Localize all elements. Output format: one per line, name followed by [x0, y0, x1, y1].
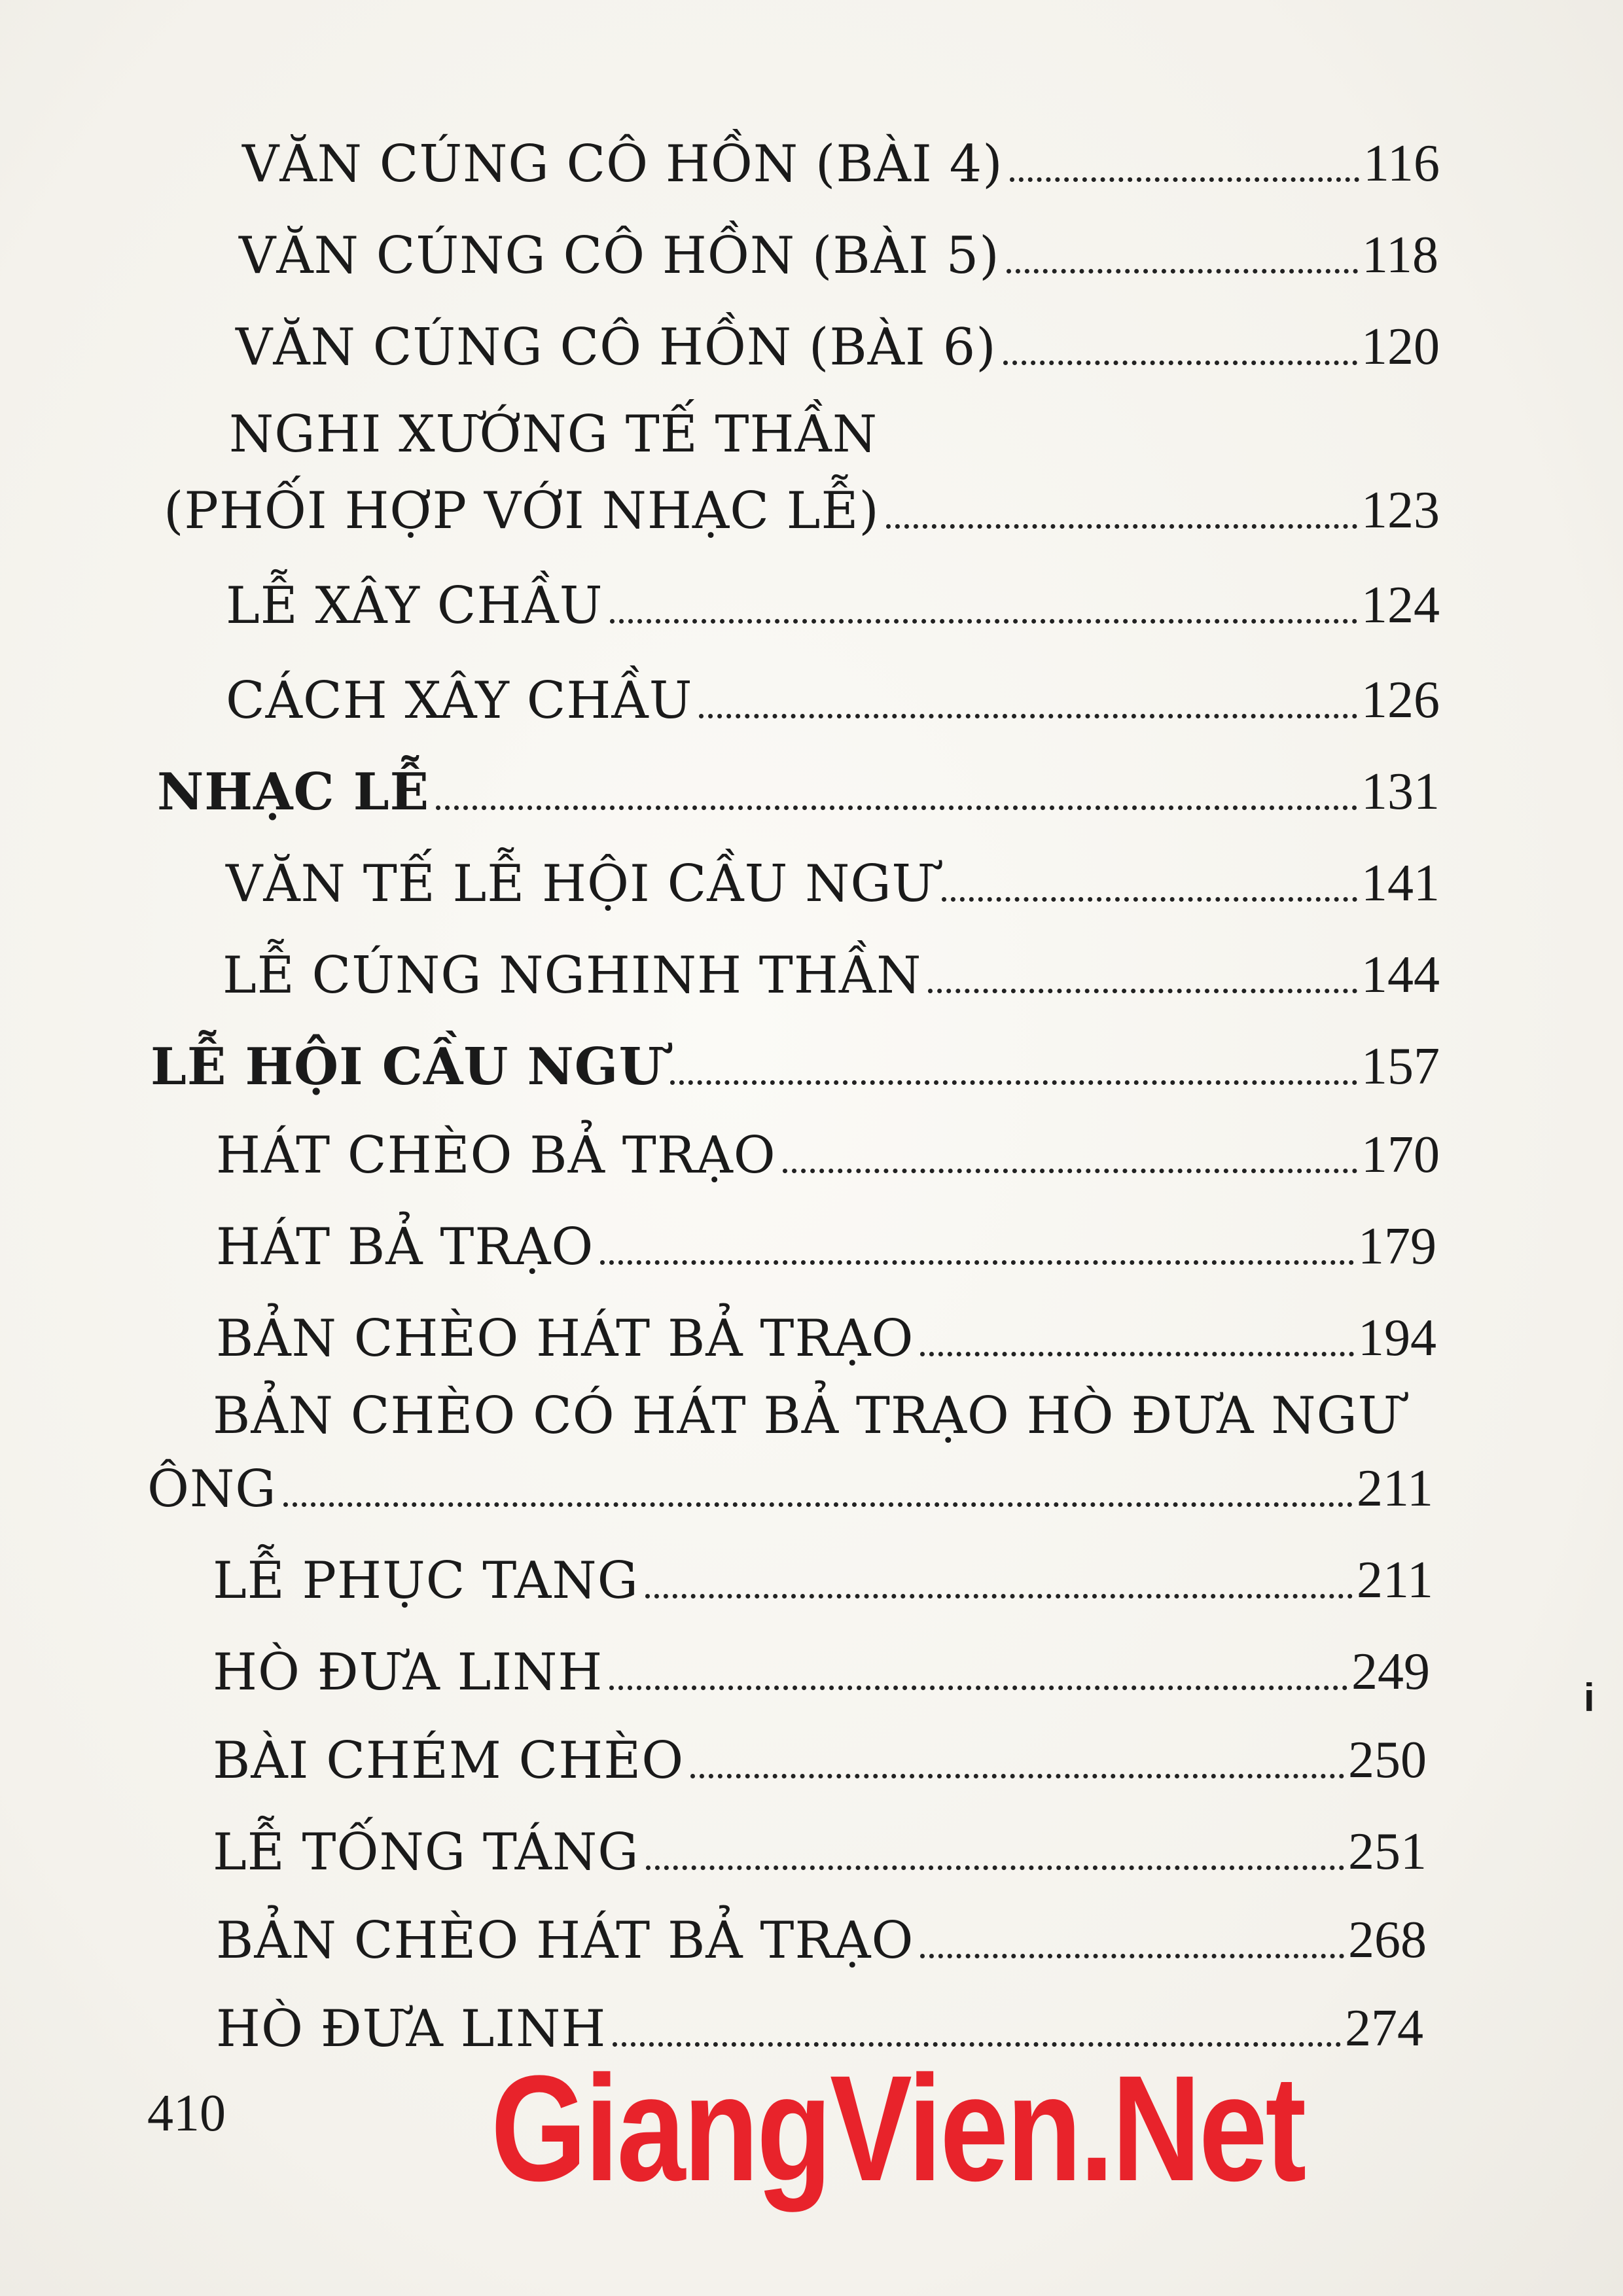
dot-leader [886, 524, 1357, 529]
toc-entry-title: VĂN TẾ LỄ HỘI CẦU NGƯ [226, 855, 936, 913]
dot-leader [928, 989, 1357, 993]
dot-leader [942, 897, 1357, 902]
toc-entry-page: 251 [1348, 1823, 1427, 1881]
dot-leader [920, 1954, 1344, 1958]
toc-entry [147, 1460, 1433, 1519]
toc-entry-page: 126 [1361, 671, 1440, 729]
edge-mark: i [1584, 1676, 1595, 1720]
dot-leader [283, 1502, 1353, 1507]
toc-entry [223, 946, 1440, 1005]
toc-entry-page: 123 [1361, 482, 1440, 539]
toc-entry [157, 762, 1440, 822]
toc-entry-page: 144 [1361, 946, 1440, 1004]
toc-entry-page: 116 [1363, 135, 1440, 192]
toc-entry [213, 1643, 1430, 1702]
toc-entry-title: LỄ PHỤC TANG [213, 1551, 639, 1610]
dot-leader [436, 805, 1357, 810]
toc-entry-title: LỄ XÂY CHẦU [226, 576, 603, 635]
toc-entry-title: NHẠC LỄ [157, 762, 430, 822]
toc-entry-page: 131 [1361, 763, 1440, 821]
toc-entry-page: 250 [1348, 1731, 1427, 1789]
dot-leader [1003, 361, 1357, 365]
dot-leader [646, 1865, 1344, 1870]
toc-entry [213, 1551, 1433, 1610]
toc-entry-title: BẢN CHÈO HÁT BẢ TRẠO [216, 1911, 914, 1970]
toc-entry [226, 855, 1440, 913]
dot-leader [645, 1594, 1353, 1598]
toc-entry-page: 211 [1356, 1551, 1433, 1609]
toc-entry-page: 274 [1345, 2000, 1423, 2057]
toc-entry [213, 1731, 1427, 1790]
dot-leader [609, 1686, 1347, 1690]
toc-entry [216, 1218, 1436, 1277]
dot-leader [610, 619, 1358, 624]
toc-entry-page: 268 [1348, 1911, 1427, 1969]
toc-entry-page: 124 [1361, 576, 1440, 634]
toc-entry-page: 170 [1361, 1126, 1440, 1184]
toc-entry-title: VĂN CÚNG CÔ HỒN (BÀI 5) [239, 226, 1000, 285]
toc-entry [242, 135, 1440, 194]
toc-entry-title: (PHỐI HỢP VỚI NHẠC LỄ) [164, 482, 880, 540]
toc-entry [226, 671, 1440, 730]
dot-leader [670, 1080, 1357, 1085]
toc-entry [216, 1126, 1440, 1185]
toc-entry-title: HÒ ĐƯA LINH [216, 2000, 607, 2058]
dot-leader [920, 1352, 1354, 1356]
toc-entry [164, 482, 1440, 540]
toc-entry-title: CÁCH XÂY CHẦU [226, 671, 693, 730]
toc-entry-title: LỄ CÚNG NGHINH THẦN [223, 946, 922, 1005]
toc-entry-page: 118 [1361, 226, 1438, 284]
dot-leader [600, 1260, 1354, 1265]
toc-entry-page: 211 [1356, 1460, 1433, 1517]
toc-entry-page: 157 [1361, 1038, 1440, 1095]
toc-entry [151, 1037, 1440, 1097]
toc-entry [216, 1309, 1436, 1368]
toc-entry-page: 179 [1358, 1218, 1436, 1275]
watermark-logo: GiangVien.Net [491, 2044, 1304, 2212]
toc-entry-page: 141 [1361, 855, 1440, 912]
toc-entry-title: BẢN CHÈO CÓ HÁT BẢ TRẠO HÒ ĐƯA NGƯ [213, 1386, 1402, 1445]
dot-leader [783, 1169, 1357, 1173]
toc-entry [239, 226, 1438, 285]
toc-entry-title: VĂN CÚNG CÔ HỒN (BÀI 4) [242, 135, 1003, 194]
toc-entry-title: HÁT CHÈO BẢ TRẠO [216, 1126, 776, 1185]
toc-entry-title: BÀI CHÉM CHÈO [213, 1731, 685, 1790]
toc-entry-page: 120 [1361, 318, 1440, 376]
dot-leader [690, 1774, 1344, 1778]
toc-entry-title: VĂN CÚNG CÔ HỒN (BÀI 6) [236, 318, 997, 377]
toc-entry [236, 318, 1440, 377]
dot-leader [1010, 177, 1359, 182]
toc-entry [226, 576, 1440, 635]
dot-leader [699, 714, 1357, 718]
toc-entry-title: BẢN CHÈO HÁT BẢ TRẠO [216, 1309, 914, 1368]
toc-entry-title: HÁT BẢ TRẠO [216, 1218, 594, 1277]
toc-entry-page: 194 [1358, 1309, 1436, 1367]
toc-entry-title: HÒ ĐƯA LINH [213, 1643, 603, 1702]
toc-entry-title: LỄ HỘI CẦU NGƯ [151, 1037, 664, 1097]
toc-entry-title: ÔNG [147, 1460, 277, 1519]
page-number: 410 [147, 2085, 226, 2142]
toc-entry-title: LỄ TỐNG TÁNG [213, 1823, 639, 1882]
toc-entry-page: 249 [1351, 1643, 1430, 1701]
toc-entry-title: NGHI XƯỚNG TẾ THẦN [229, 405, 878, 464]
toc-entry [216, 1911, 1427, 1970]
toc-entry [213, 1823, 1427, 1882]
dot-leader [1007, 269, 1358, 274]
